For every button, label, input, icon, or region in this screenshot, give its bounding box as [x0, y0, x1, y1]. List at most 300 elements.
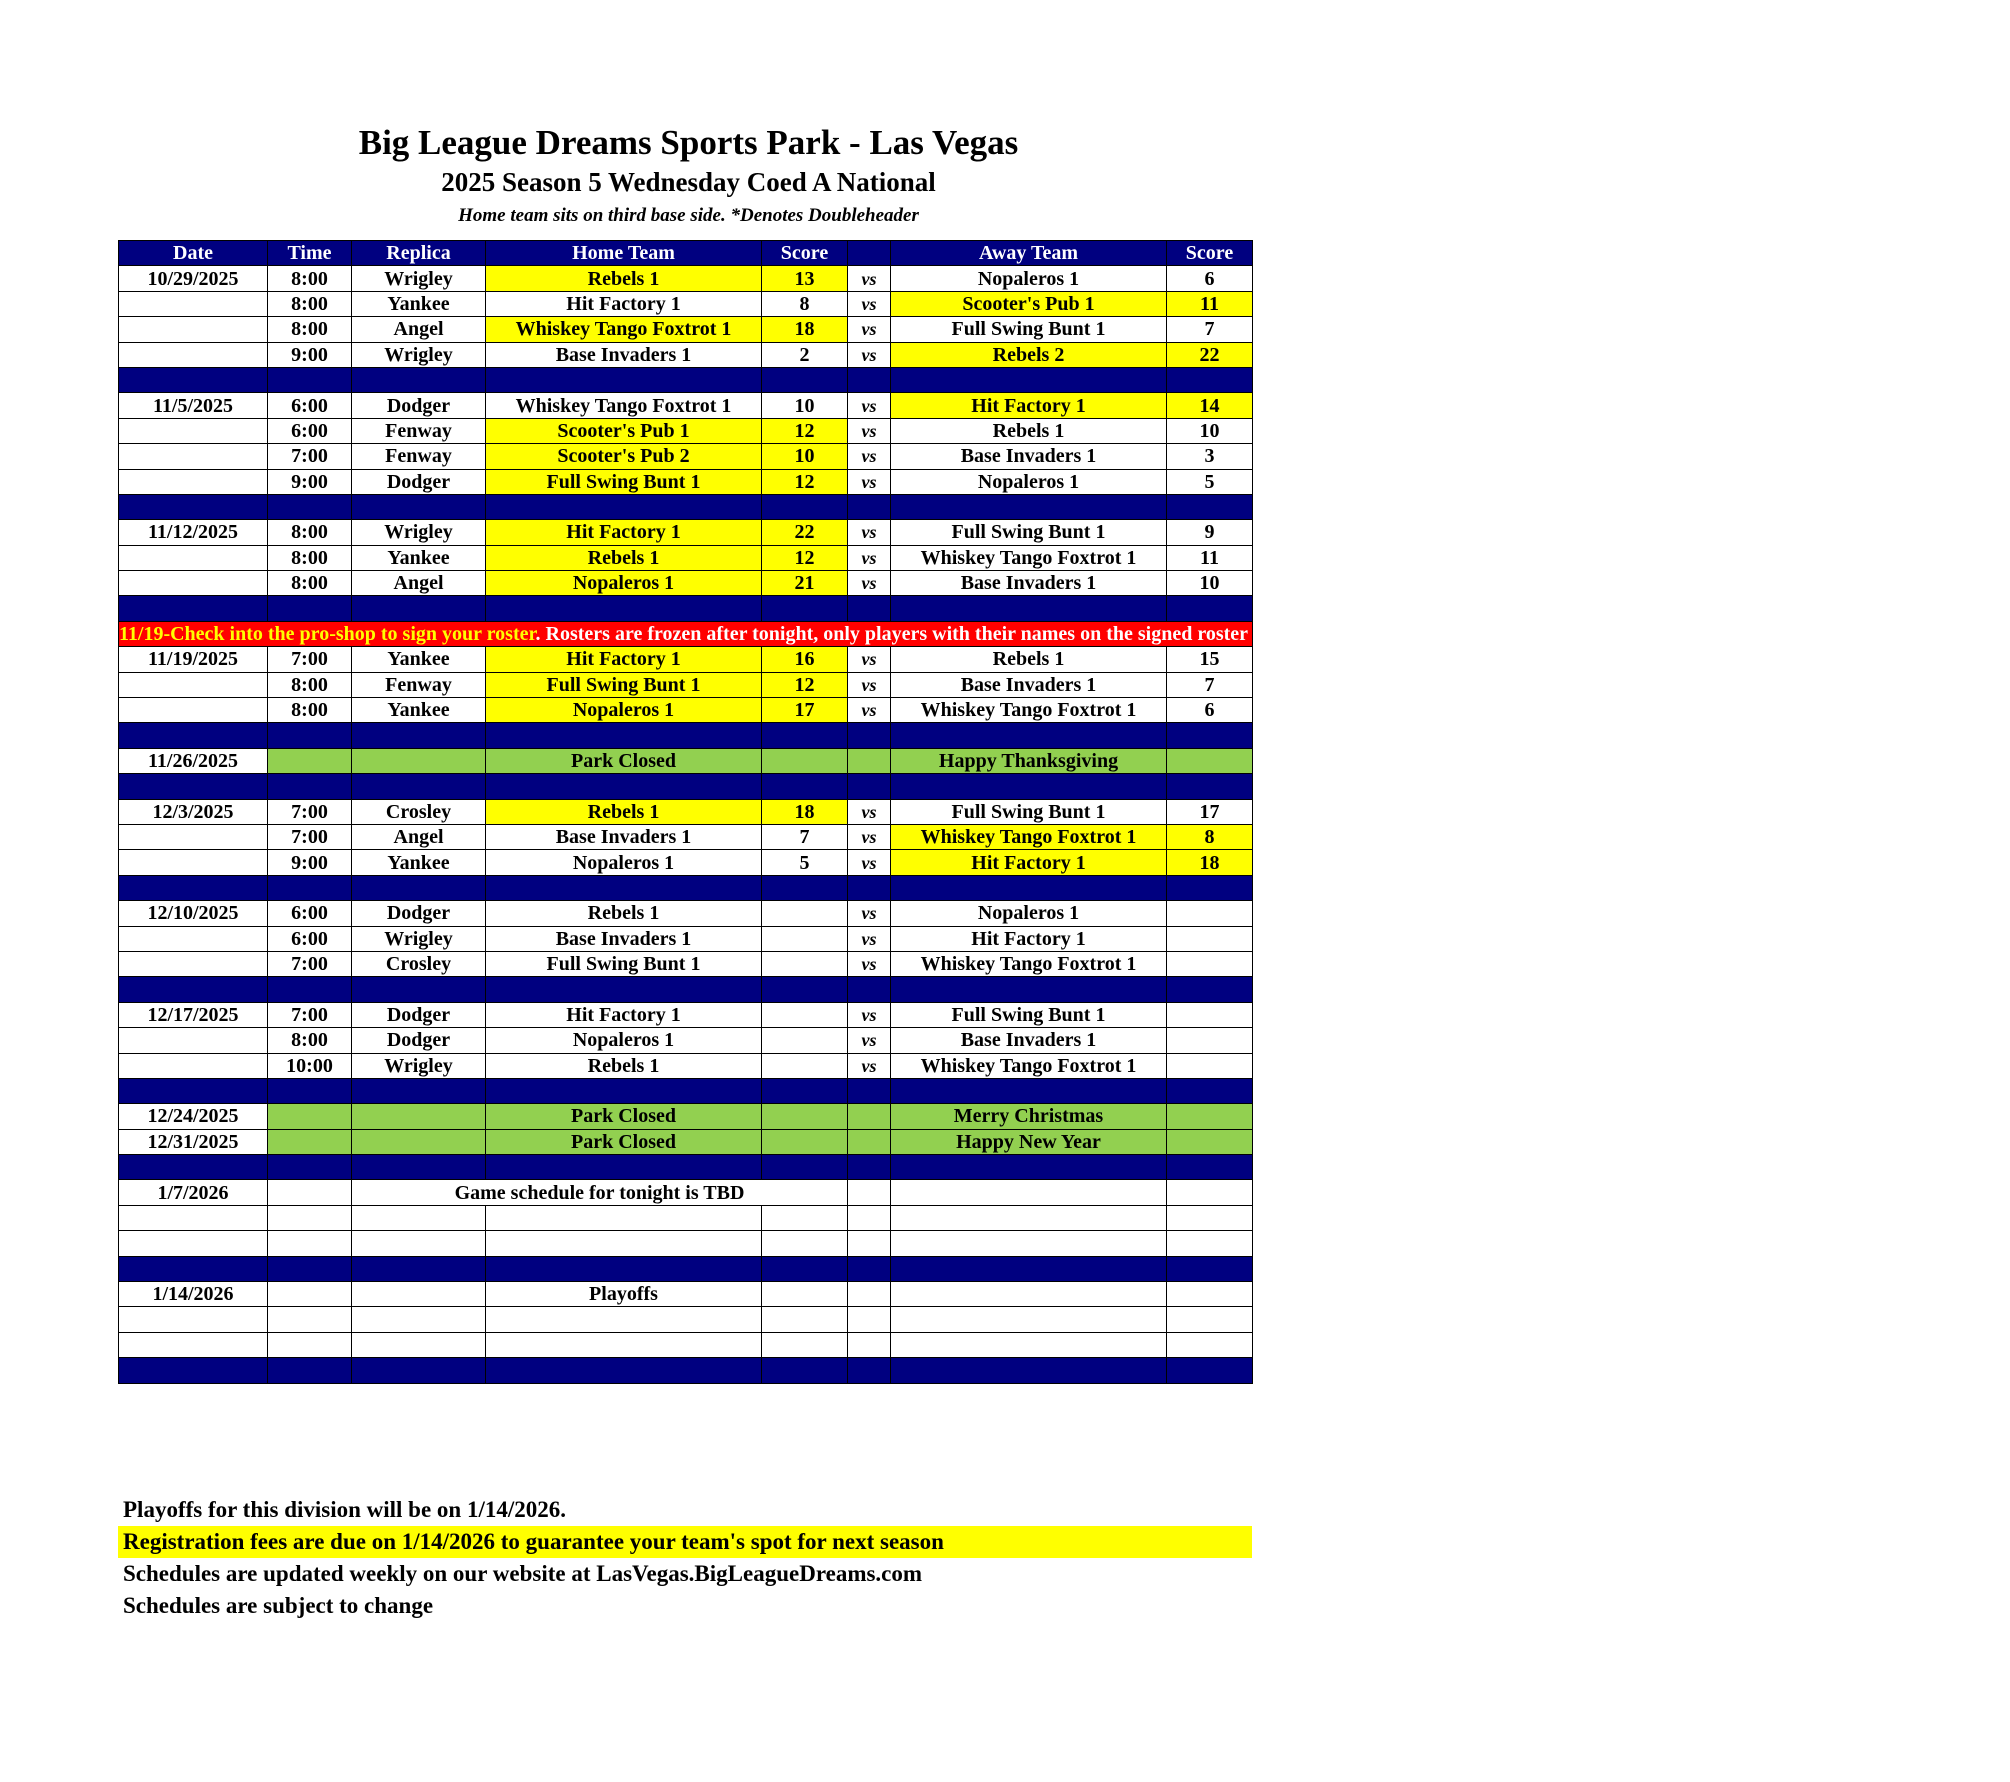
- away-team-cell: Hit Factory 1: [891, 926, 1167, 951]
- separator-cell: [352, 774, 486, 799]
- away-team-cell: Base Invaders 1: [891, 571, 1167, 596]
- home-score-cell: 22: [762, 520, 848, 545]
- time-cell: 6:00: [268, 901, 352, 926]
- vs-cell: vs: [848, 850, 891, 875]
- time-cell: 8:00: [268, 266, 352, 291]
- empty-row: [119, 1231, 1253, 1256]
- home-score-cell: [762, 748, 848, 773]
- column-header-home-team: Home Team: [486, 241, 762, 266]
- empty-cell: [352, 1307, 486, 1332]
- vs-cell: vs: [848, 824, 891, 849]
- away-score-cell: 3: [1167, 444, 1253, 469]
- date-cell: [119, 951, 268, 976]
- away-team-cell: Full Swing Bunt 1: [891, 317, 1167, 342]
- separator-cell: [486, 774, 762, 799]
- separator-cell: [268, 596, 352, 621]
- away-team-cell: Base Invaders 1: [891, 444, 1167, 469]
- field-cell: Crosley: [352, 799, 486, 824]
- separator-cell: [268, 1256, 352, 1281]
- field-cell: Yankee: [352, 545, 486, 570]
- empty-cell: [268, 1231, 352, 1256]
- game-row: [119, 850, 1253, 875]
- home-team-cell: Scooter's Pub 2: [486, 444, 762, 469]
- game-row: [119, 647, 1253, 672]
- time-cell: 7:00: [268, 824, 352, 849]
- time-cell: 6:00: [268, 393, 352, 418]
- date-cell: [119, 317, 268, 342]
- away-team-cell: Scooter's Pub 1: [891, 291, 1167, 316]
- field-cell: Fenway: [352, 672, 486, 697]
- separator-cell: [119, 596, 268, 621]
- separator-cell: [119, 494, 268, 519]
- field-cell: Yankee: [352, 647, 486, 672]
- home-score-cell: 12: [762, 469, 848, 494]
- field-cell: [352, 1129, 486, 1154]
- separator-cell: [119, 875, 268, 900]
- field-cell: [352, 1104, 486, 1129]
- game-row: [119, 901, 1253, 926]
- empty-cell: [848, 1332, 891, 1357]
- vs-cell: vs: [848, 647, 891, 672]
- separator-cell: [891, 596, 1167, 621]
- home-team-cell: Base Invaders 1: [486, 342, 762, 367]
- separator-cell: [1167, 774, 1253, 799]
- field-cell: Wrigley: [352, 926, 486, 951]
- separator-cell: [762, 723, 848, 748]
- separator-cell: [486, 1078, 762, 1103]
- home-score-cell: 2: [762, 342, 848, 367]
- time-cell: 10:00: [268, 1053, 352, 1078]
- away-score-cell: [1167, 1104, 1253, 1129]
- away-team-cell: Rebels 1: [891, 418, 1167, 443]
- roster-notice: [119, 621, 2010, 646]
- time-cell: 8:00: [268, 291, 352, 316]
- home-team-cell: Hit Factory 1: [486, 647, 762, 672]
- separator-cell: [848, 723, 891, 748]
- away-team-cell: Nopaleros 1: [891, 901, 1167, 926]
- separator-cell: [891, 977, 1167, 1002]
- tbd-cell: Game schedule for tonight is TBD: [352, 1180, 848, 1205]
- date-cell: 12/24/2025: [119, 1104, 268, 1129]
- home-score-cell: [762, 1028, 848, 1053]
- week-separator-row: [119, 723, 1253, 748]
- week-separator-row: [119, 494, 1253, 519]
- away-score-cell: 8: [1167, 824, 1253, 849]
- separator-cell: [848, 494, 891, 519]
- separator-cell: [848, 977, 891, 1002]
- vs-cell: [848, 1180, 891, 1205]
- empty-cell: [1167, 1307, 1253, 1332]
- separator-cell: [486, 1256, 762, 1281]
- separator-cell: [1167, 1078, 1253, 1103]
- separator-cell: [891, 1155, 1167, 1180]
- vs-cell: vs: [848, 291, 891, 316]
- separator-cell: [891, 494, 1167, 519]
- game-row: [119, 571, 1253, 596]
- field-cell: Angel: [352, 317, 486, 342]
- date-cell: [119, 672, 268, 697]
- vs-cell: vs: [848, 698, 891, 723]
- holiday-cell: Merry Christmas: [891, 1104, 1167, 1129]
- away-score-cell: [1167, 1180, 1253, 1205]
- empty-cell: [891, 1231, 1167, 1256]
- home-team-cell: Nopaleros 1: [486, 698, 762, 723]
- separator-cell: [848, 1358, 891, 1383]
- footer-registration-note: Registration fees are due on 1/14/2026 to guarantee your team's spot for next season: [118, 1526, 1252, 1558]
- empty-cell: [486, 1205, 762, 1230]
- away-score-cell: 9: [1167, 520, 1253, 545]
- away-team-cell: Hit Factory 1: [891, 393, 1167, 418]
- away-score-cell: [1167, 926, 1253, 951]
- separator-cell: [1167, 977, 1253, 1002]
- empty-row: [119, 1307, 1253, 1332]
- separator-cell: [762, 1256, 848, 1281]
- separator-cell: [762, 1155, 848, 1180]
- time-cell: 8:00: [268, 672, 352, 697]
- away-score-cell: [1167, 1282, 1253, 1307]
- empty-cell: [119, 1332, 268, 1357]
- home-score-cell: 18: [762, 799, 848, 824]
- home-team-cell: Rebels 1: [486, 1053, 762, 1078]
- roster-notice-highlight: 11/19-Check into the pro-shop to sign your roster: [119, 623, 536, 646]
- separator-cell: [891, 723, 1167, 748]
- separator-cell: [848, 1256, 891, 1281]
- separator-cell: [848, 1155, 891, 1180]
- separator-cell: [848, 875, 891, 900]
- separator-cell: [352, 875, 486, 900]
- home-team-cell: Park Closed: [486, 1104, 762, 1129]
- date-cell: [119, 926, 268, 951]
- date-cell: [119, 342, 268, 367]
- separator-cell: [1167, 875, 1253, 900]
- separator-cell: [848, 596, 891, 621]
- time-cell: 7:00: [268, 1002, 352, 1027]
- vs-cell: vs: [848, 1002, 891, 1027]
- field-cell: Wrigley: [352, 1053, 486, 1078]
- week-separator-row: [119, 367, 1253, 392]
- away-score-cell: 7: [1167, 317, 1253, 342]
- home-score-cell: 10: [762, 393, 848, 418]
- home-score-cell: [762, 1282, 848, 1307]
- home-score-cell: 17: [762, 698, 848, 723]
- separator-cell: [891, 875, 1167, 900]
- footer-playoffs-note: Playoffs for this division will be on 1/14/2026.: [123, 1497, 567, 1522]
- home-score-cell: 18: [762, 317, 848, 342]
- roster-notice-row: [119, 621, 1253, 646]
- schedule-table: [118, 240, 2010, 1384]
- home-score-cell: 12: [762, 545, 848, 570]
- home-team-cell: Nopaleros 1: [486, 1028, 762, 1053]
- vs-cell: [848, 1104, 891, 1129]
- home-score-cell: 12: [762, 672, 848, 697]
- away-team-cell: Hit Factory 1: [891, 850, 1167, 875]
- empty-cell: [762, 1205, 848, 1230]
- game-row: [119, 342, 1253, 367]
- vs-cell: [848, 1129, 891, 1154]
- game-row: [119, 317, 1253, 342]
- separator-cell: [119, 774, 268, 799]
- game-row: [119, 520, 1253, 545]
- home-team-cell: Hit Factory 1: [486, 520, 762, 545]
- game-row: [119, 1028, 1253, 1053]
- game-row: [119, 266, 1253, 291]
- field-cell: Dodger: [352, 393, 486, 418]
- separator-cell: [1167, 494, 1253, 519]
- field-cell: Angel: [352, 824, 486, 849]
- game-row: [119, 672, 1253, 697]
- date-cell: [119, 469, 268, 494]
- separator-cell: [486, 596, 762, 621]
- time-cell: 9:00: [268, 850, 352, 875]
- away-team-cell: Full Swing Bunt 1: [891, 799, 1167, 824]
- game-row: [119, 545, 1253, 570]
- separator-cell: [352, 977, 486, 1002]
- header-row: [119, 241, 1253, 266]
- empty-cell: [1167, 1332, 1253, 1357]
- time-cell: 7:00: [268, 444, 352, 469]
- away-team-cell: Whiskey Tango Foxtrot 1: [891, 951, 1167, 976]
- time-cell: [268, 1129, 352, 1154]
- away-score-cell: 14: [1167, 393, 1253, 418]
- away-team-cell: Whiskey Tango Foxtrot 1: [891, 545, 1167, 570]
- separator-cell: [891, 1078, 1167, 1103]
- field-cell: Yankee: [352, 291, 486, 316]
- separator-cell: [1167, 596, 1253, 621]
- date-cell: [119, 291, 268, 316]
- empty-cell: [119, 1205, 268, 1230]
- field-cell: Crosley: [352, 951, 486, 976]
- date-cell: [119, 418, 268, 443]
- time-cell: 8:00: [268, 698, 352, 723]
- empty-cell: [268, 1205, 352, 1230]
- separator-cell: [848, 367, 891, 392]
- vs-cell: vs: [848, 951, 891, 976]
- vs-cell: vs: [848, 469, 891, 494]
- game-row: [119, 393, 1253, 418]
- park-closed-row: [119, 1104, 1253, 1129]
- column-header-vs: [848, 241, 891, 266]
- away-score-cell: 18: [1167, 850, 1253, 875]
- away-team-cell: [891, 1282, 1167, 1307]
- date-cell: [119, 1053, 268, 1078]
- separator-cell: [848, 774, 891, 799]
- empty-cell: [119, 1307, 268, 1332]
- field-cell: Angel: [352, 571, 486, 596]
- game-row: [119, 926, 1253, 951]
- home-score-cell: [762, 901, 848, 926]
- home-score-cell: [762, 1002, 848, 1027]
- vs-cell: vs: [848, 1028, 891, 1053]
- time-cell: 7:00: [268, 799, 352, 824]
- field-cell: Fenway: [352, 444, 486, 469]
- game-row: [119, 291, 1253, 316]
- date-cell: 12/3/2025: [119, 799, 268, 824]
- time-cell: 9:00: [268, 342, 352, 367]
- away-score-cell: [1167, 748, 1253, 773]
- home-team-cell: Rebels 1: [486, 545, 762, 570]
- empty-row: [119, 1205, 1253, 1230]
- time-cell: 6:00: [268, 418, 352, 443]
- column-header-away-team: Away Team: [891, 241, 1167, 266]
- week-separator-row: [119, 1155, 1253, 1180]
- home-score-cell: 13: [762, 266, 848, 291]
- home-score-cell: 8: [762, 291, 848, 316]
- empty-cell: [762, 1307, 848, 1332]
- empty-cell: [486, 1231, 762, 1256]
- field-cell: Wrigley: [352, 520, 486, 545]
- away-team-cell: Whiskey Tango Foxtrot 1: [891, 824, 1167, 849]
- home-team-cell: Rebels 1: [486, 799, 762, 824]
- away-team-cell: Nopaleros 1: [891, 266, 1167, 291]
- vs-cell: vs: [848, 520, 891, 545]
- home-team-cell: Rebels 1: [486, 901, 762, 926]
- separator-cell: [352, 1155, 486, 1180]
- date-cell: 11/19/2025: [119, 647, 268, 672]
- home-score-cell: [762, 1053, 848, 1078]
- empty-cell: [268, 1307, 352, 1332]
- empty-cell: [119, 1231, 268, 1256]
- game-row: [119, 469, 1253, 494]
- time-cell: [268, 1104, 352, 1129]
- vs-cell: vs: [848, 317, 891, 342]
- footer-notes: [118, 1494, 1252, 1622]
- home-team-cell: Full Swing Bunt 1: [486, 951, 762, 976]
- empty-cell: [891, 1307, 1167, 1332]
- vs-cell: vs: [848, 799, 891, 824]
- time-cell: [268, 1282, 352, 1307]
- separator-cell: [268, 875, 352, 900]
- date-cell: 12/31/2025: [119, 1129, 268, 1154]
- separator-cell: [268, 1155, 352, 1180]
- empty-cell: [848, 1307, 891, 1332]
- time-cell: 8:00: [268, 571, 352, 596]
- date-cell: 11/12/2025: [119, 520, 268, 545]
- away-team-cell: Rebels 1: [891, 647, 1167, 672]
- separator-cell: [352, 723, 486, 748]
- field-cell: Dodger: [352, 1028, 486, 1053]
- vs-cell: vs: [848, 266, 891, 291]
- column-header-date: Date: [119, 241, 268, 266]
- away-team-cell: Rebels 2: [891, 342, 1167, 367]
- away-score-cell: 6: [1167, 266, 1253, 291]
- time-cell: [268, 748, 352, 773]
- separator-cell: [486, 367, 762, 392]
- empty-cell: [762, 1332, 848, 1357]
- home-score-cell: 7: [762, 824, 848, 849]
- tbd-row: [119, 1180, 1253, 1205]
- field-cell: Yankee: [352, 850, 486, 875]
- time-cell: 7:00: [268, 951, 352, 976]
- separator-cell: [268, 494, 352, 519]
- away-score-cell: 11: [1167, 545, 1253, 570]
- vs-cell: vs: [848, 444, 891, 469]
- field-cell: Yankee: [352, 698, 486, 723]
- vs-cell: vs: [848, 342, 891, 367]
- away-team-cell: Whiskey Tango Foxtrot 1: [891, 698, 1167, 723]
- home-score-cell: 12: [762, 418, 848, 443]
- date-cell: [119, 545, 268, 570]
- field-cell: Dodger: [352, 1002, 486, 1027]
- home-team-cell: Whiskey Tango Foxtrot 1: [486, 317, 762, 342]
- vs-cell: vs: [848, 672, 891, 697]
- separator-cell: [486, 977, 762, 1002]
- separator-cell: [762, 1358, 848, 1383]
- away-team-cell: Whiskey Tango Foxtrot 1: [891, 1053, 1167, 1078]
- footer-change-note: Schedules are subject to change: [123, 1593, 434, 1618]
- home-score-cell: 5: [762, 850, 848, 875]
- home-score-cell: [762, 926, 848, 951]
- holiday-cell: Happy Thanksgiving: [891, 748, 1167, 773]
- separator-cell: [1167, 1256, 1253, 1281]
- empty-cell: [891, 1205, 1167, 1230]
- away-score-cell: 7: [1167, 672, 1253, 697]
- separator-cell: [268, 1078, 352, 1103]
- away-score-cell: 5: [1167, 469, 1253, 494]
- empty-cell: [848, 1205, 891, 1230]
- field-cell: Wrigley: [352, 266, 486, 291]
- game-row: [119, 418, 1253, 443]
- empty-cell: [352, 1231, 486, 1256]
- week-separator-row: [119, 596, 1253, 621]
- home-team-cell: Base Invaders 1: [486, 926, 762, 951]
- vs-cell: vs: [848, 393, 891, 418]
- game-row: [119, 951, 1253, 976]
- week-separator-row: [119, 1358, 1253, 1383]
- time-cell: 8:00: [268, 545, 352, 570]
- game-row: [119, 799, 1253, 824]
- separator-cell: [268, 977, 352, 1002]
- game-row: [119, 1002, 1253, 1027]
- home-team-cell: Hit Factory 1: [486, 291, 762, 316]
- home-team-cell: Nopaleros 1: [486, 571, 762, 596]
- date-cell: [119, 444, 268, 469]
- date-cell: [119, 850, 268, 875]
- away-score-cell: [1167, 1129, 1253, 1154]
- away-score-cell: 10: [1167, 571, 1253, 596]
- separator-cell: [119, 723, 268, 748]
- home-team-cell: Full Swing Bunt 1: [486, 672, 762, 697]
- separator-cell: [268, 774, 352, 799]
- separator-cell: [352, 367, 486, 392]
- away-score-cell: 10: [1167, 418, 1253, 443]
- empty-cell: [486, 1307, 762, 1332]
- separator-cell: [119, 367, 268, 392]
- separator-cell: [891, 1256, 1167, 1281]
- vs-cell: vs: [848, 901, 891, 926]
- home-team-cell: Hit Factory 1: [486, 1002, 762, 1027]
- vs-cell: vs: [848, 571, 891, 596]
- vs-cell: vs: [848, 926, 891, 951]
- separator-cell: [762, 774, 848, 799]
- column-header-away-score: Score: [1167, 241, 1253, 266]
- home-score-cell: [762, 951, 848, 976]
- vs-cell: vs: [848, 418, 891, 443]
- column-header-replica: Replica: [352, 241, 486, 266]
- field-cell: Fenway: [352, 418, 486, 443]
- playoffs-row: [119, 1282, 1253, 1307]
- park-closed-row: [119, 748, 1253, 773]
- date-cell: 12/17/2025: [119, 1002, 268, 1027]
- field-cell: [352, 748, 486, 773]
- away-score-cell: [1167, 951, 1253, 976]
- empty-cell: [848, 1231, 891, 1256]
- park-closed-row: [119, 1129, 1253, 1154]
- date-cell: 11/26/2025: [119, 748, 268, 773]
- separator-cell: [1167, 1155, 1253, 1180]
- separator-cell: [119, 1155, 268, 1180]
- home-score-cell: 16: [762, 647, 848, 672]
- empty-cell: [352, 1205, 486, 1230]
